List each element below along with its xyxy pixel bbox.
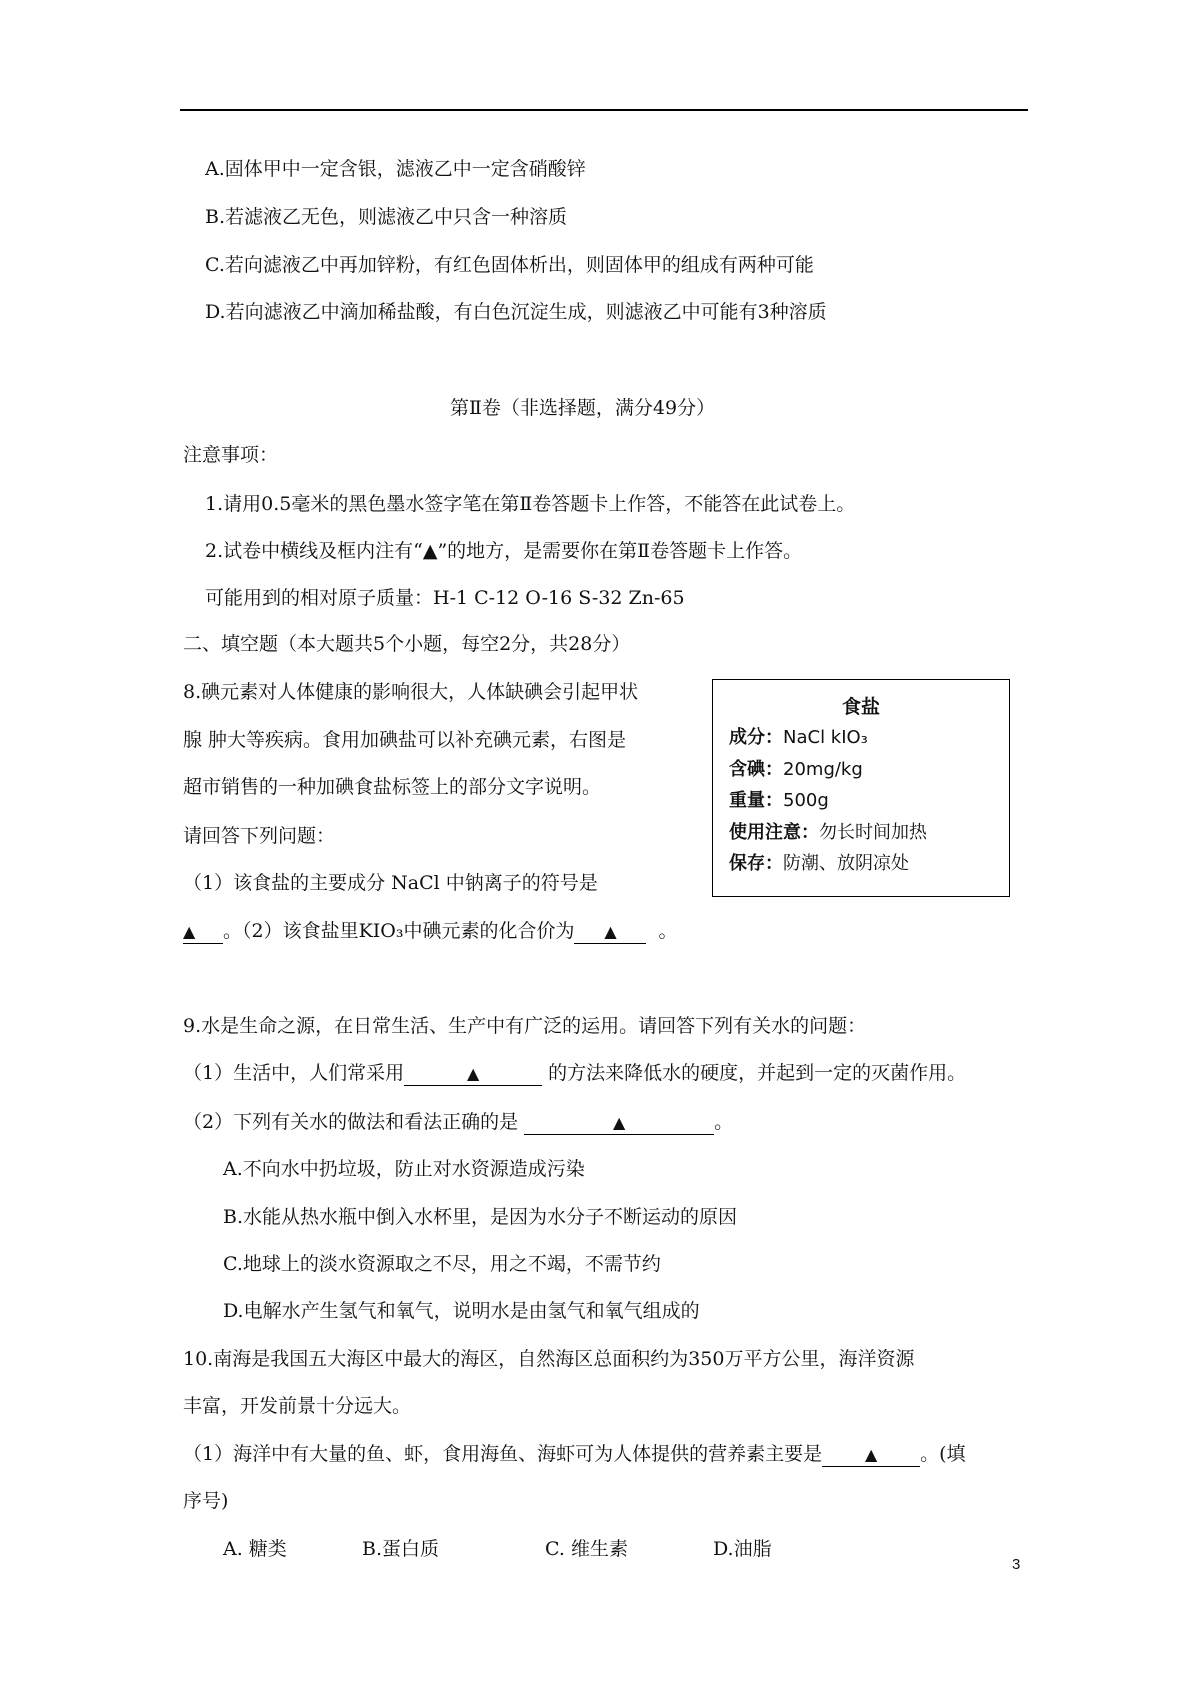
salt-label-row: 成分：NaCl kIO₃ [729, 727, 868, 748]
answer-triangle-icon: ▲ [604, 922, 617, 941]
q10-stem-2: 丰富，开发前景十分远大。 [183, 1395, 412, 1417]
atomic-masses: 可能用到的相对原子质量：H-1 C-12 O-16 S-32 Zn-65 [205, 587, 685, 609]
salt-label-row: 重量：500g [729, 790, 829, 811]
q8-answer-blank-2 [574, 920, 646, 944]
q8-part2-text: 。（2）该食盐里KIO₃中碘元素的化合价为 [223, 920, 575, 942]
salt-label-row: 保存：防潮、放阴凉处 [729, 853, 909, 874]
q8-end-text: 。 [658, 920, 678, 942]
q9-option-a: A.不向水中扔垃圾，防止对水资源造成污染 [223, 1158, 585, 1180]
answer-triangle-icon: ▲ [612, 1113, 626, 1132]
q8-line-2: 腺 肿大等疾病。食用加碘盐可以补充碘元素，右图是 [183, 729, 627, 751]
page-number: 3 [1012, 1556, 1021, 1573]
salt-label-box [712, 679, 1010, 897]
q10-option-a: A. 糖类 [223, 1538, 287, 1560]
notes-heading: 注意事项： [183, 444, 279, 466]
part-heading: 二、填空题（本大题共5个小题，每空2分，共28分） [183, 633, 631, 655]
q10-answer-blank-1 [822, 1443, 920, 1467]
q9-part-1: （1）生活中，人们常采用 ▲ 的方法来降低水的硬度，并起到一定的灭菌作用。 [183, 1062, 967, 1084]
section-title: 第Ⅱ卷（非选择题，满分49分） [450, 397, 716, 419]
q9-stem: 9.水是生命之源，在日常生活、生产中有广泛的运用。请回答下列有关水的问题： [183, 1015, 867, 1037]
salt-label-row: 含碘：20mg/kg [729, 759, 863, 780]
choice-option-d: D.若向滤液乙中滴加稀盐酸，有白色沉淀生成，则滤液乙中可能有3种溶质 [205, 301, 827, 323]
q9-answer-blank-1 [404, 1062, 542, 1086]
header-rule [180, 109, 1028, 111]
q9-answer-blank-2 [524, 1111, 714, 1135]
q10-option-b: B.蛋白质 [362, 1538, 440, 1560]
choice-option-c: C.若向滤液乙中再加锌粉，有红色固体析出，则固体甲的组成有两种可能 [205, 254, 814, 276]
note-1: 1.请用0.5毫米的黑色墨水签字笔在第Ⅱ卷答题卡上作答，不能答在此试卷上。 [205, 493, 856, 515]
q10-part-1: （1）海洋中有大量的鱼、虾，食用海鱼、海虾可为人体提供的营养素主要是 ▲ 。(填 [183, 1443, 966, 1465]
q9-part-2: （2）下列有关水的做法和看法正确的是 ▲ 。 [183, 1111, 734, 1133]
choice-option-a: A.固体甲中一定含银，滤液乙中一定含硝酸锌 [205, 158, 586, 180]
q10-part-1-cont: 序号) [183, 1490, 229, 1512]
salt-label-title: 食盐 [841, 696, 880, 718]
q8-line-3: 超市销售的一种加碘食盐标签上的部分文字说明。 [183, 776, 602, 798]
q10-option-c: C. 维生素 [545, 1538, 628, 1560]
q10-stem-1: 10.南海是我国五大海区中最大的海区，自然海区总面积约为350万平方公里，海洋资源 [183, 1348, 915, 1370]
salt-label-row: 使用注意：勿长时间加热 [729, 822, 927, 843]
q10-option-d: D.油脂 [713, 1538, 772, 1560]
q8-line-4: 请回答下列问题： [183, 825, 336, 847]
answer-triangle-icon: ▲ [864, 1445, 878, 1464]
choice-option-b: B.若滤液乙无色，则滤液乙中只含一种溶质 [205, 206, 568, 228]
answer-triangle-icon: ▲ [466, 1064, 480, 1083]
q8-line-1: 8.碘元素对人体健康的影响很大，人体缺碘会引起甲状 [183, 681, 639, 703]
q9-option-b: B.水能从热水瓶中倒入水杯里，是因为水分子不断运动的原因 [223, 1206, 738, 1228]
q9-option-c: C.地球上的淡水资源取之不尽，用之不竭，不需节约 [223, 1253, 661, 1275]
q8-line-5: （1）该食盐的主要成分 NaCl 中钠离子的符号是 [183, 872, 598, 894]
q9-option-d: D.电解水产生氢气和氧气，说明水是由氢气和氧气组成的 [223, 1300, 700, 1322]
q8-answer-blank-1 [183, 920, 223, 944]
answer-triangle-icon: ▲ [183, 922, 196, 941]
note-2: 2.试卷中横线及框内注有“▲”的地方，是需要你在第Ⅱ卷答题卡上作答。 [205, 540, 803, 562]
q8-line-6 [183, 917, 678, 945]
